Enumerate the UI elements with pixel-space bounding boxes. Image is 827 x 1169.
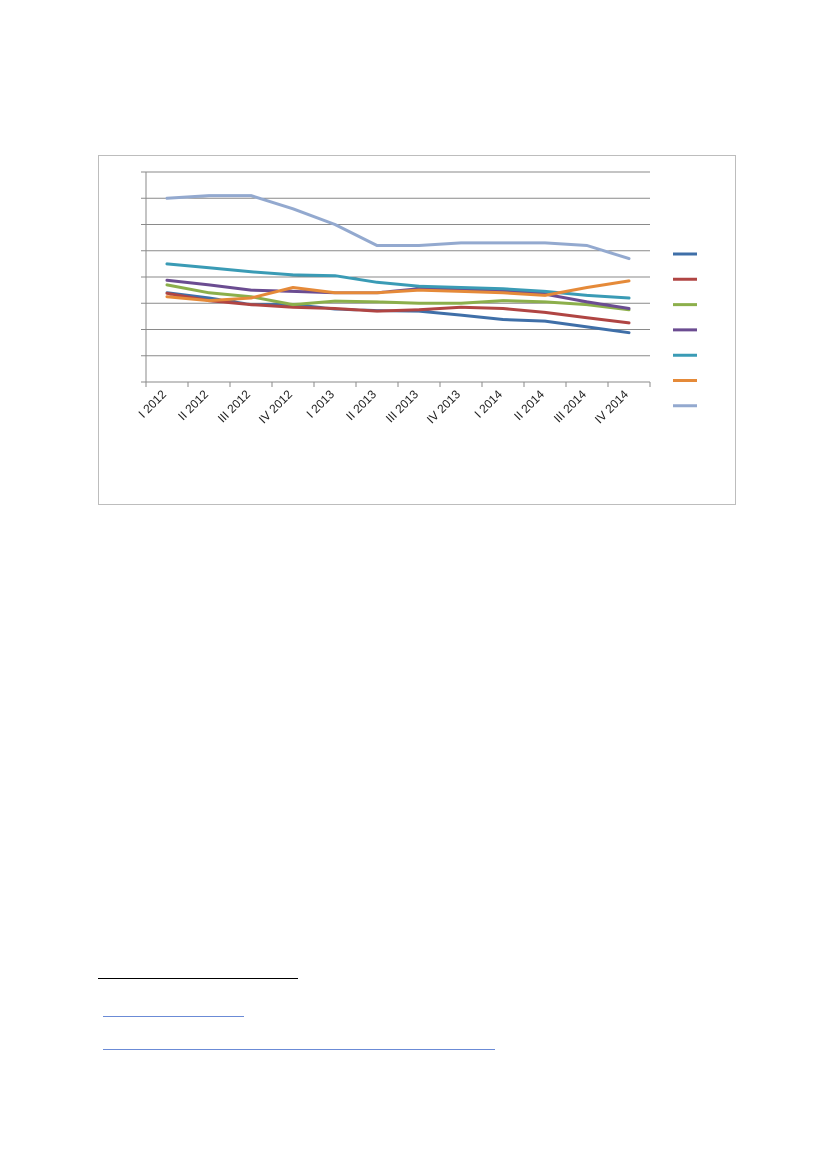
x-tick-label-6: III 2013 [382,387,422,426]
x-tick-labels [136,387,632,426]
legend [673,254,697,406]
x-tick-label-7: IV 2013 [423,387,464,427]
chart-frame [98,155,736,505]
x-tick-label-0: I 2012 [135,387,170,421]
x-tick-label-2: III 2012 [214,387,254,426]
x-tick-label-4: I 2013 [303,387,338,421]
x-tick-label-10: III 2014 [550,387,590,426]
x-tick-label-11: IV 2014 [591,387,632,427]
x-tick-label-5: II 2013 [343,387,380,424]
series-line-7 [167,196,629,259]
line-chart [99,156,737,506]
footnote-link-1[interactable] [103,1016,244,1017]
axes [141,172,650,387]
series-lines [167,196,629,333]
grid-lines [146,172,650,356]
x-tick-label-9: II 2014 [511,387,548,424]
x-tick-label-8: I 2014 [471,387,506,421]
footnote-separator [98,978,298,979]
footnote-link-2[interactable] [103,1049,495,1050]
x-tick-label-1: II 2012 [175,387,212,424]
x-tick-label-3: IV 2012 [255,387,296,427]
